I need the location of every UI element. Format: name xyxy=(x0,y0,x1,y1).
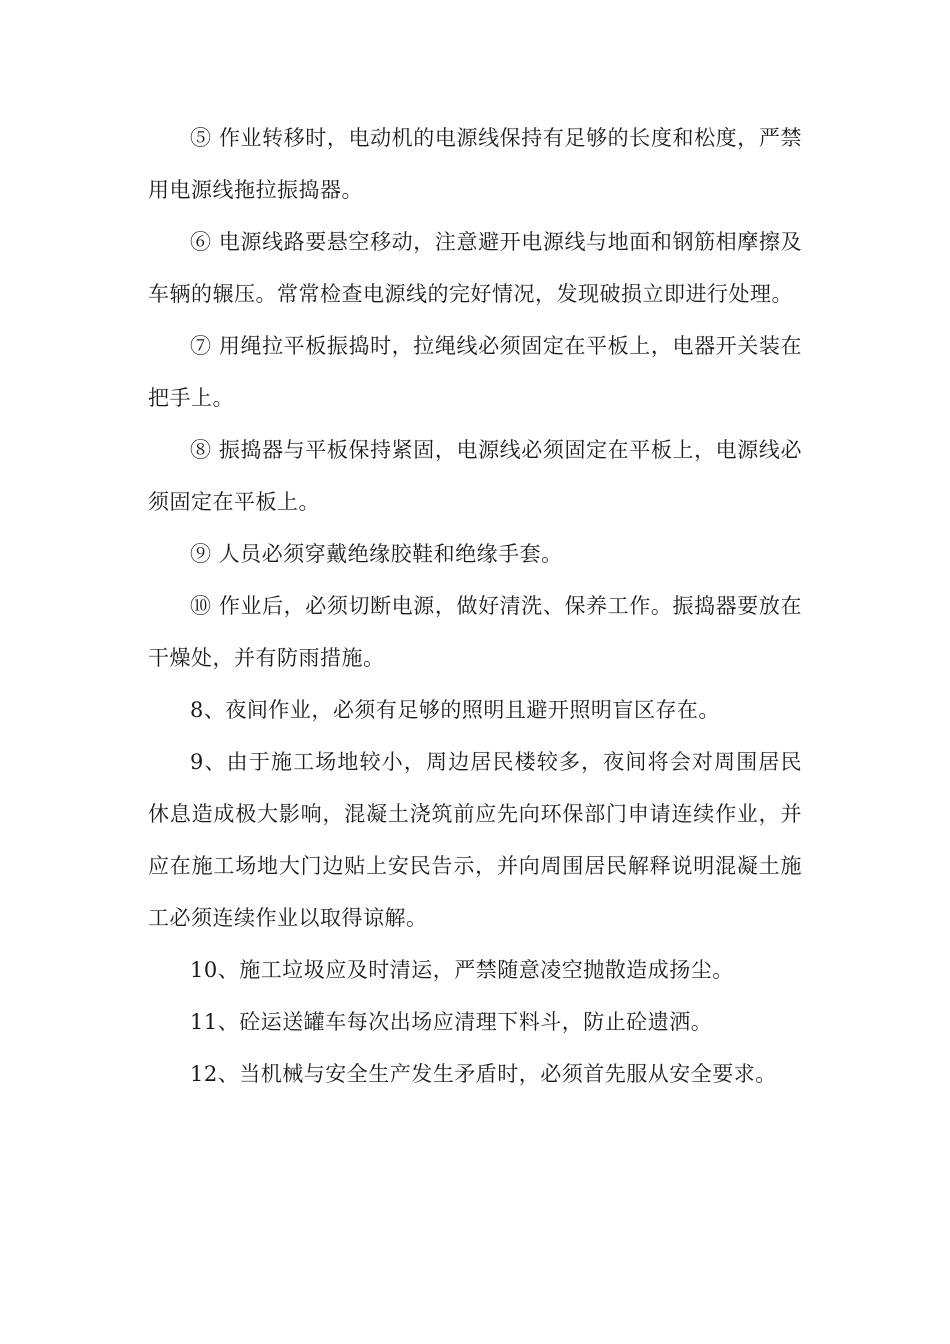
paragraph-item-5: ⑤ 作业转移时，电动机的电源线保持有足够的长度和松度，严禁用电源线拖拉振捣器。 xyxy=(148,126,802,202)
paragraph-item-8-circled: ⑧ 振捣器与平板保持紧固，电源线必须固定在平板上，电源线必须固定在平板上。 xyxy=(148,438,802,514)
paragraph-item-6: ⑥ 电源线路要悬空移动，注意避开电源线与地面和钢筋相摩擦及车辆的辗压。常常检查电源线的完好情况，发现破损立即进行处理。 xyxy=(148,230,802,306)
paragraph-section-10: 10、施工垃圾应及时清运，严禁随意凌空抛散造成扬尘。 xyxy=(190,958,734,982)
paragraph-section-11: 11、砼运送罐车每次出场应清理下料斗，防止砼遗洒。 xyxy=(190,1010,713,1034)
paragraph-section-9: 9、由于施工场地较小，周边居民楼较多，夜间将会对周围居民休息造成极大影响，混凝土浇筑前应先向环保部门申请连续作业，并应在施工场地大门边贴上安民告示，并向周围居民解释说明混凝土施工必须连续作业以取得谅解。 xyxy=(148,750,802,930)
document-body xyxy=(148,112,802,1100)
paragraph-item-9-circled: ⑨ 人员必须穿戴绝缘胶鞋和绝缘手套。 xyxy=(190,542,563,566)
paragraph-item-10-circled: ⑩ 作业后，必须切断电源，做好清洗、保养工作。振捣器要放在干燥处，并有防雨措施。 xyxy=(148,594,802,670)
paragraph-section-12: 12、当机械与安全生产发生矛盾时，必须首先服从安全要求。 xyxy=(190,1062,777,1086)
paragraph-section-8: 8、夜间作业，必须有足够的照明且避开照明盲区存在。 xyxy=(190,698,720,722)
paragraph-item-7: ⑦ 用绳拉平板振捣时，拉绳线必须固定在平板上，电器开关装在把手上。 xyxy=(148,334,802,410)
